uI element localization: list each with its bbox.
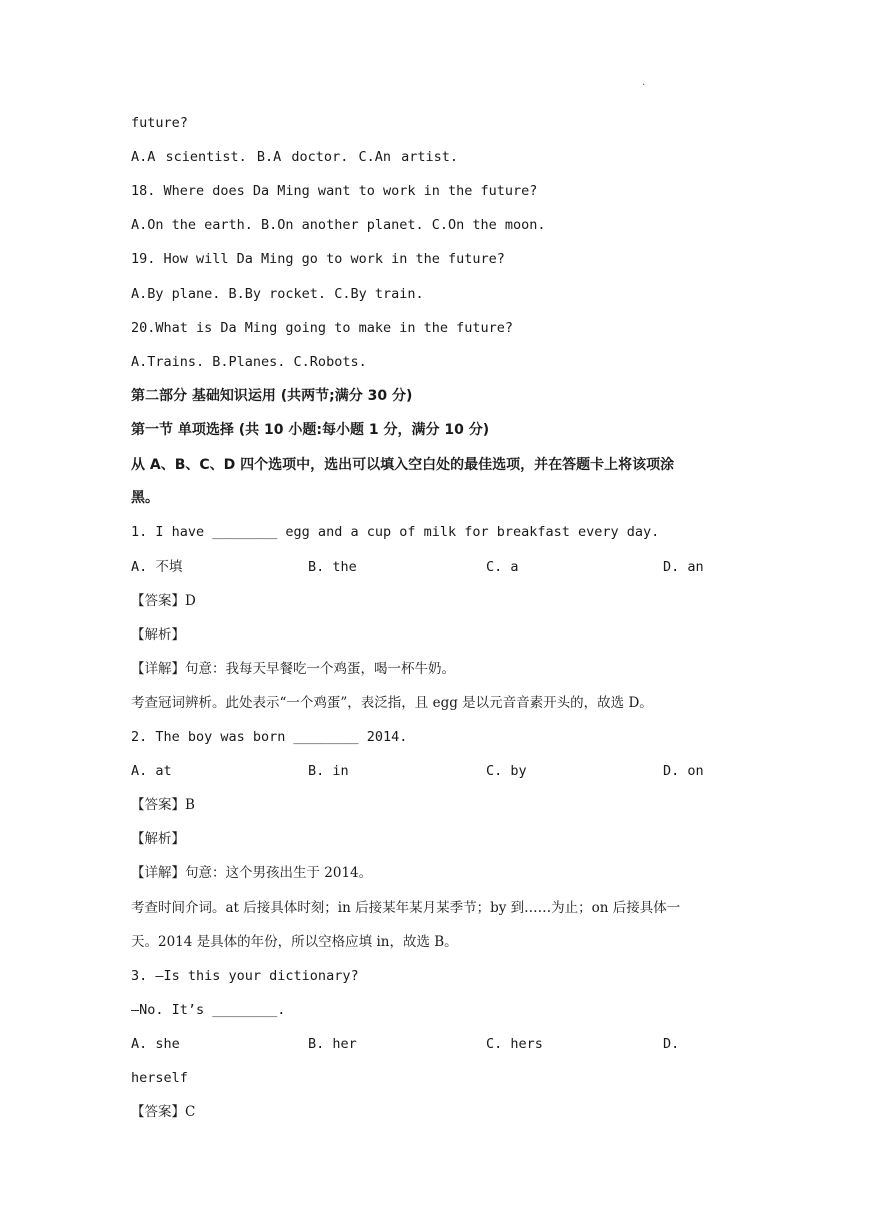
q1-detail: 【详解】句意：我每天早餐吃一个鸡蛋，喝一杯牛奶。 — [131, 661, 455, 677]
q2-detail: 【详解】句意：这个男孩出生于 2014。 — [131, 865, 373, 881]
q2-explanation-1: 考查时间介词。at 后接具体时刻；in 后接某年某月某季节；by 到……为止；on 后接具体一 — [131, 900, 681, 916]
q1-analysis: 【解析】 — [131, 627, 185, 643]
q3-stem-1: 3. —Is this your dictionary? — [131, 968, 359, 984]
q19-stem: 19. How will Da Ming go to work in the future? — [131, 251, 505, 267]
q2-option-d: D. on — [663, 763, 704, 779]
q3-option-b: B. her — [308, 1036, 357, 1052]
q3-option-d-wrap: herself — [131, 1070, 188, 1086]
q3-stem-2: —No. It’s ________. — [131, 1002, 286, 1018]
q1-stem: 1. I have ________ egg and a cup of milk for breakfast every day. — [131, 524, 660, 540]
q20-options: A.Trains. B.Planes. C.Robots. — [131, 354, 367, 370]
q2-answer: 【答案】B — [131, 797, 195, 813]
q1-option-a: A. 不填 — [131, 559, 183, 575]
q3-option-c: C. hers — [486, 1036, 543, 1052]
q3-option-a: A. she — [131, 1036, 180, 1052]
q17-options: A.A scientist. B.A doctor. C.An artist. — [131, 149, 458, 165]
q18-options: A.On the earth. B.On another planet. C.On the moon. — [131, 217, 546, 233]
q1-option-d: D. an — [663, 559, 704, 575]
instruction-line-1: 从 A、B、C、D 四个选项中，选出可以填入空白处的最佳选项，并在答题卡上将该项涂 — [131, 457, 675, 473]
q17-tail: future? — [131, 115, 188, 131]
q19-options: A.By plane. B.By rocket. C.By train. — [131, 286, 424, 302]
q2-stem: 2. The boy was born ________ 2014. — [131, 729, 408, 745]
q3-option-d: D. — [663, 1036, 680, 1052]
section1-heading: 第一节 单项选择 (共 10 小题:每小题 1 分，满分 10 分) — [131, 422, 490, 438]
q1-option-b: B. the — [308, 559, 357, 575]
q2-analysis: 【解析】 — [131, 831, 185, 847]
part2-heading: 第二部分 基础知识运用 (共两节;满分 30 分) — [131, 388, 413, 404]
q2-option-c: C. by — [486, 763, 527, 779]
q2-explanation-2: 天。2014 是具体的年份，所以空格应填 in，故选 B。 — [131, 934, 458, 950]
q1-explanation: 考查冠词辨析。此处表示“一个鸡蛋”，表泛指，且 egg 是以元音音素开头的，故选 D。 — [131, 695, 653, 711]
q2-option-a: A. at — [131, 763, 172, 779]
q1-option-c: C. a — [486, 559, 519, 575]
q20-stem: 20.What is Da Ming going to make in the future? — [131, 320, 514, 336]
q18-stem: 18. Where does Da Ming want to work in the future? — [131, 183, 538, 199]
q2-option-b: B. in — [308, 763, 349, 779]
q3-answer: 【答案】C — [131, 1104, 196, 1120]
instruction-line-2: 黑。 — [131, 490, 159, 506]
header-dot: · — [642, 80, 646, 91]
q1-answer: 【答案】D — [131, 593, 196, 609]
